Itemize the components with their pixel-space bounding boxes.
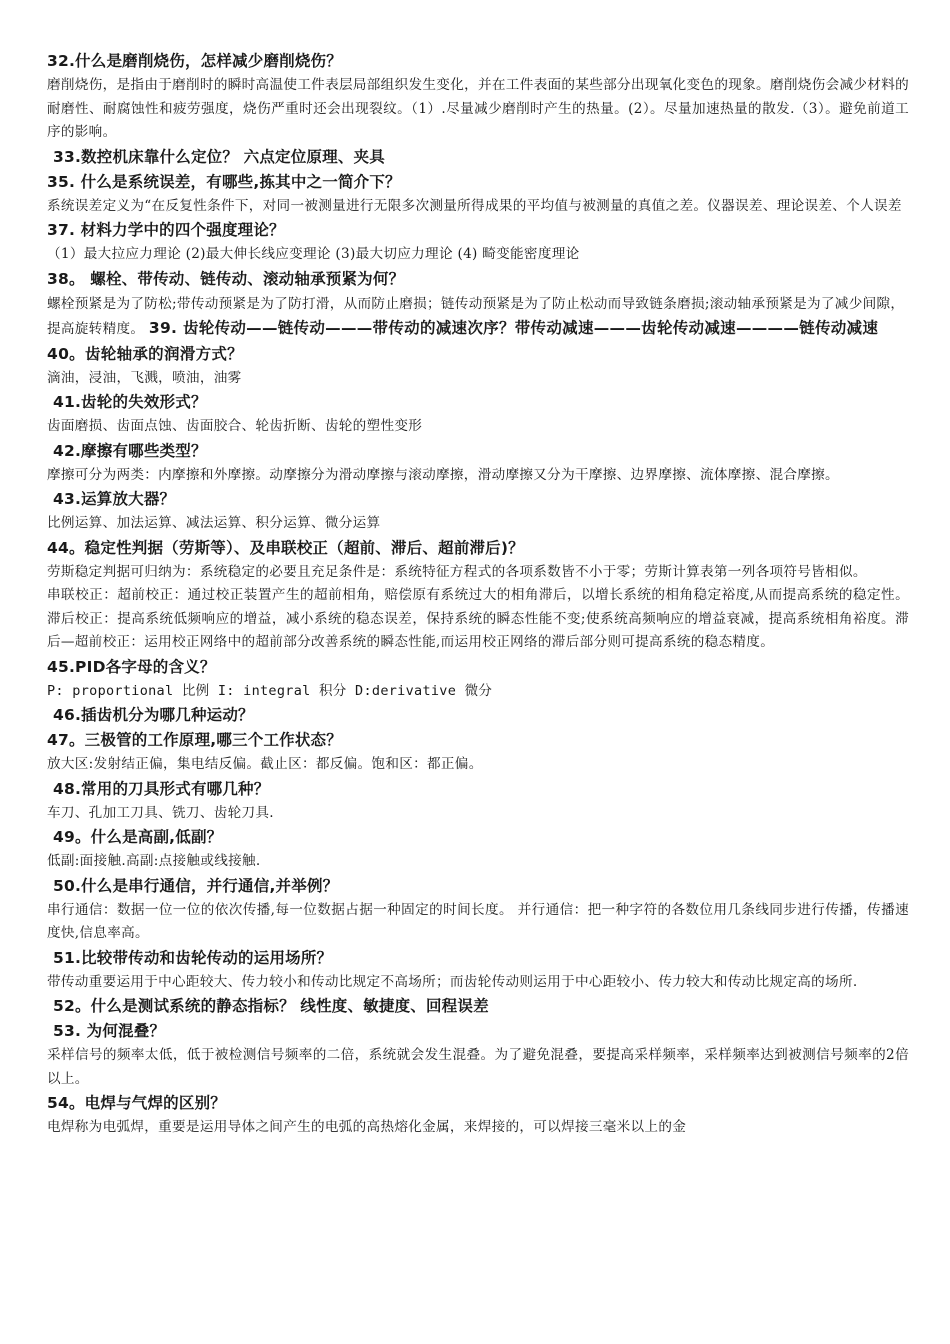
q44-heading: 44。稳定性判据（劳斯等）、及串联校正（超前、滞后、超前滞后)？	[47, 538, 524, 557]
q41-heading: 41.齿轮的失效形式？	[53, 393, 207, 411]
q37-answer: （1）最大拉应力理论 (2)最大伸长线应变理论 (3)最大切应力理论 (4) 畸变能密度理论	[47, 246, 580, 262]
q33-heading: 33.数控机床靠什么定位？ 六点定位原理、夹具	[53, 147, 385, 166]
q49-heading: 49。什么是高副,低副？	[53, 828, 223, 846]
q44-answer-routh: 劳斯稳定判据可归纳为：系统稳定的必要且充足条件是：系统特征方程式的各项系数皆不小于零；劳斯计算表第一列各项符号皆相似。	[47, 563, 867, 580]
q54-answer: 电焊称为电弧焊，重要是运用导体之间产生的电弧的高热熔化金属，来焊接的，可以焊接三毫米以上的金	[47, 1119, 687, 1135]
q48-heading: 48.常用的刀具形式有哪几种？	[53, 779, 270, 798]
q50-answer: 串行通信：数据一位一位的依次传播,每一位数据占据一种固定的时间长度。 并行通信：把一种字符的各数位用几条线同步进行传播，传播速度快,信息率高。	[47, 901, 909, 941]
q39-heading: 39. 齿轮传动——链传动———带传动的减速次序？带传动减速———齿轮传动减速————链传动减速	[148, 319, 879, 337]
document-page	[47, 49, 909, 1140]
q45-heading: 45.PID各字母的含义？	[47, 657, 216, 676]
q44-answer-compensation: 串联校正：超前校正：通过校正装置产生的超前相角，赔偿原有系统过大的相角滞后，以增长系统的相角稳定裕度,从而提高系统的稳定性。滞后校正：提高系统低频响应的增益，减小系统的稳态误差，保持系统的瞬态性能不变;使系统高频响应的增益衰减，提高系统相角裕度。滞后—超前校正：运用校正网络中的超前部分改善系统的瞬态性能,而运用校正网络的滞后部分则可提高系统的稳态精度。	[47, 587, 909, 650]
q43-heading: 43.运算放大器？	[53, 490, 176, 508]
q49-answer: 低副:面接触.高副:点接触或线接触.	[47, 853, 261, 869]
q51-heading: 51.比较带传动和齿轮传动的运用场所？	[53, 948, 333, 967]
q41-answer: 齿面磨损、齿面点蚀、齿面胶合、轮齿折断、齿轮的塑性变形	[47, 418, 423, 434]
q38-answer: 螺栓预紧是为了防松;带传动预紧是为了防打滑，从而防止磨损；链传动预紧是为了防止松动而导致链条磨损;滚动轴承预紧是为了减少间隙，提高旋转精度。	[47, 295, 905, 337]
q51-answer: 带传动重要运用于中心距较大、传力较小和传动比规定不高场所；而齿轮传动则运用于中心距较小、传力较大和传动比规定高的场所.	[47, 973, 858, 990]
q32-heading: 32.什么是磨削烧伤，怎样减少磨削烧伤？	[47, 52, 342, 70]
q43-answer: 比例运算、加法运算、减法运算、积分运算、微分运算	[47, 515, 381, 531]
q47-heading: 47。三极管的工作原理,哪三个工作状态？	[47, 731, 342, 749]
q42-heading: 42.摩擦有哪些类型？	[53, 441, 207, 460]
q54-heading: 54。电焊与气焊的区别？	[47, 1094, 226, 1112]
q35-heading: 35. 什么是系统误差，有哪些,拣其中之一简介下？	[47, 172, 401, 191]
q38-q40-block	[47, 292, 909, 367]
q48-answer: 车刀、孔加工刀具、铣刀、齿轮刀具.	[47, 804, 274, 821]
q35-answer: 系统误差定义为“在反复性条件下，对同一被测量进行无限多次测量所得成果的平均值与被测量的真值之差。仪器误差、理论误差、个人误差	[47, 197, 902, 214]
q53-heading: 53. 为何混叠？	[53, 1022, 166, 1040]
q50-heading: 50.什么是串行通信，并行通信,并举例？	[53, 876, 339, 895]
q53-answer: 采样信号的频率太低，低于被检测信号频率的二倍，系统就会发生混叠。为了避免混叠，要提高采样频率，采样频率达到被测信号频率的2倍以上。	[47, 1047, 909, 1087]
q45-answer: P: proportional 比例 I: integral 积分 D:derivative 微分	[47, 682, 493, 699]
q42-answer: 摩擦可分为两类：内摩擦和外摩擦。动摩擦分为滑动摩擦与滚动摩擦，滑动摩擦又分为干摩擦、边界摩擦、流体摩擦、混合摩擦。	[47, 466, 839, 483]
q40-answer: 滴油，浸油，飞溅，喷油，油雾	[47, 369, 242, 386]
q40-heading: 40。齿轮轴承的润滑方式？	[47, 344, 243, 363]
q32-answer: 磨削烧伤，是指由于磨削时的瞬时高温使工件表层局部组织发生变化，并在工件表面的某些部分出现氧化变色的现象。磨削烧伤会减少材料的耐磨性、耐腐蚀性和疲劳强度，烧伤严重时还会出现裂纹。（1）.尽量减少磨削时产生的热量。(2）。尽量加速热量的散发.（3）。避免前道工序的影响。	[47, 77, 909, 140]
q37-heading: 37. 材料力学中的四个强度理论？	[47, 221, 285, 239]
q46-heading: 46.插齿机分为哪几种运动？	[53, 706, 254, 724]
q52-heading: 52。什么是测试系统的静态指标？ 线性度、敏捷度、回程误差	[53, 997, 489, 1015]
q38-heading: 38。 螺栓、带传动、链传动、滚动轴承预紧为何？	[47, 269, 405, 288]
q47-answer: 放大区:发射结正偏，集电结反偏。截止区：都反偏。饱和区：都正偏。	[47, 756, 483, 772]
